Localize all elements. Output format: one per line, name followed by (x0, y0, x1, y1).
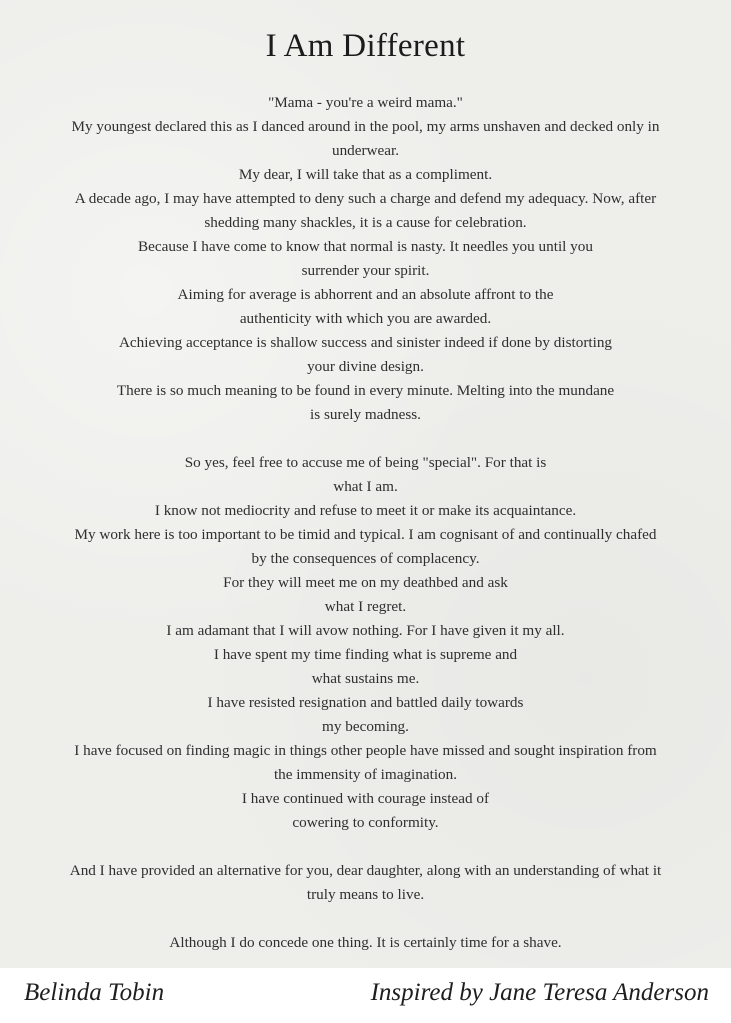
poem-line: I have spent my time finding what is supreme and (213, 646, 518, 663)
poem-line: Achieving acceptance is shallow success and sinister indeed if done by distorting (118, 334, 613, 351)
stanza-break (40, 835, 691, 859)
poem-line: My dear, I will take that as a compliment. (238, 166, 493, 183)
poem-line: the immensity of imagination. (273, 766, 458, 783)
poem-line: my becoming. (322, 718, 409, 735)
poem-line: Because I have come to know that normal is nasty. It needles you until you (138, 238, 593, 255)
poem-line: underwear. (331, 142, 400, 159)
poem-line: A decade ago, I may have attempted to deny such a charge and defend my adequacy. Now, after (74, 190, 657, 207)
poem-line: by the consequences of complacency. (251, 550, 480, 567)
poem-line: authenticity with which you are awarded. (239, 310, 492, 327)
poem-line: I have continued with courage instead of (241, 790, 490, 807)
poem-line: I have resisted resignation and battled daily towards (207, 694, 524, 711)
poem-line: cowering to conformity. (292, 814, 439, 831)
stanza-break (40, 427, 691, 451)
author-signature: Belinda Tobin (24, 979, 165, 1006)
poem-line: And I have provided an alternative for you, dear daughter, along with an understanding of what it (69, 862, 662, 879)
poem-line: Although I do concede one thing. It is certainly time for a shave. (169, 934, 562, 951)
poem-line: My youngest declared this as I danced around in the pool, my arms unshaven and decked only in (71, 118, 660, 135)
poem-line: your divine design. (307, 358, 424, 375)
poem-line: is surely madness. (310, 406, 421, 423)
poem-title: I Am Different (265, 28, 466, 64)
poem-line: what I regret. (324, 598, 407, 615)
poem-line: I am adamant that I will avow nothing. For I have given it my all. (166, 622, 565, 639)
poem-line: "Mama - you're a weird mama." (268, 94, 463, 111)
poem-line: There is so much meaning to be found in every minute. Melting into the mundane (116, 382, 615, 399)
poem-line: Aiming for average is abhorrent and an absolute affront to the (177, 286, 554, 303)
poem-line: truly means to live. (306, 886, 425, 903)
stanza-break (40, 907, 691, 931)
poem-line: My work here is too important to be timid and typical. I am cognisant of and continually chafed (74, 526, 657, 543)
poem-line: For they will meet me on my deathbed and ask (223, 574, 508, 591)
poem-line: surrender your spirit. (301, 262, 430, 279)
poem-line: So yes, feel free to accuse me of being "special". For that is (184, 454, 547, 471)
poem-line: shedding many shackles, it is a cause for celebration. (204, 214, 527, 231)
poem-line: I know not mediocrity and refuse to meet it or make its acquaintance. (154, 502, 577, 519)
poem-line: I have focused on finding magic in things other people have missed and sought inspiration from (74, 742, 657, 759)
poem-line: what sustains me. (311, 670, 420, 687)
inspiration-credit: Inspired by Jane Teresa Anderson (370, 979, 709, 1006)
poem-line: what I am. (333, 478, 398, 495)
poem-body (40, 91, 691, 955)
